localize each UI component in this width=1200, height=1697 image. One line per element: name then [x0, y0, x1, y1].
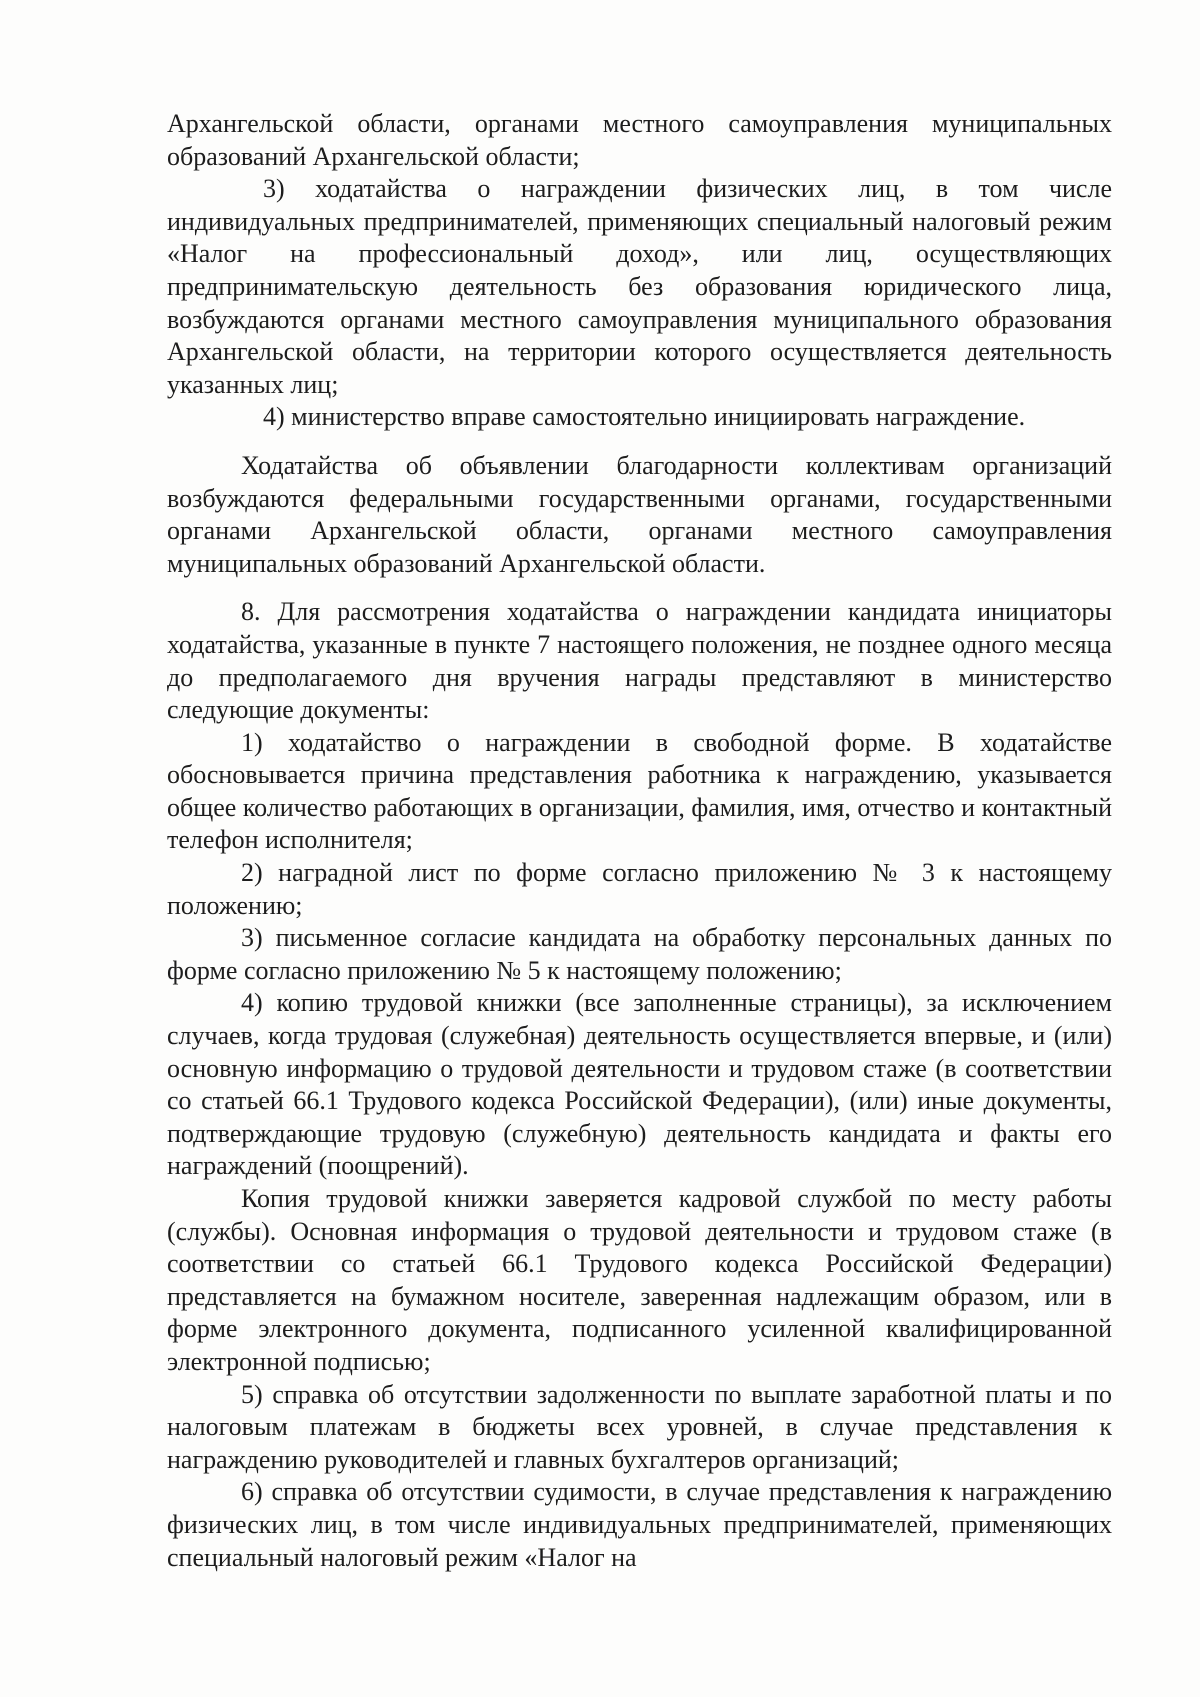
paragraph-section-8: 8. Для рассмотрения ходатайства о награждении кандидата инициаторы ходатайства, указанные в пункте 7 настоящего положения, не позднее одного месяца до предполагаемого дня вручения награды представляют в министерство следующие документы:: [167, 597, 1112, 725]
document-text: [167, 108, 1112, 1574]
paragraph-doc-3: 3) письменное согласие кандидата на обработку персональных данных по форме согласно приложению № 5 к настоящему положению;: [167, 923, 1112, 985]
paragraph-item-3: 3) ходатайства о награждении физических лиц, в том числе индивидуальных предпринимателей, применяющих специальный налоговый режим «Налог на профессиональный доход», или лиц, осуществляющих предпринимательскую деятельность без образования юридического лица, возбуждаются органами местного самоуправления муниципального образования Архангельской области, на территории которого осуществляется деятельность указанных лиц;: [167, 174, 1112, 399]
paragraph-doc-1: 1) ходатайство о награждении в свободной форме. В ходатайстве обосновывается причина представления работника к награждению, указывается общее количество работающих в организации, фамилия, имя, отчество и контактный телефон исполнителя;: [167, 727, 1112, 855]
paragraph-doc-2: 2) наградной лист по форме согласно приложению № 3 к настоящему положению;: [167, 858, 1112, 920]
paragraph-doc-4: 4) копию трудовой книжки (все заполненные страницы), за исключением случаев, когда трудовая (служебная) деятельность осуществляется впервые, и (или) основную информацию о трудовой деятельности и трудовом стаже (в соответствии со статьей 66.1 Трудового кодекса Российской Федерации), (или) иные документы, подтверждающие трудовую (служебную) деятельность кандидата и факты его награждений (поощрений).: [167, 988, 1112, 1181]
paragraph-gratitude-petitions: Ходатайства об объявлении благодарности коллективам организаций возбуждаются федеральными государственными органами, государственными органами Архангельской области, органами местного самоуправления муниципальных образований Архангельской области.: [167, 450, 1112, 578]
paragraph-continuation: Архангельской области, органами местного самоуправления муниципальных образований Архангельской области;: [167, 109, 1112, 171]
paragraph-doc-5: 5) справка об отсутствии задолженности по выплате заработной платы и по налоговым платежам в бюджеты всех уровней, в случае представления к награждению руководителей и главных бухгалтеров организаций;: [167, 1379, 1112, 1474]
paragraph-item-4: 4) министерство вправе самостоятельно инициировать награждение.: [263, 402, 1026, 432]
paragraph-doc-6: 6) справка об отсутствии судимости, в случае представления к награждению физических лиц, в том числе индивидуальных предпринимателей, применяющих специальный налоговый режим «Налог на: [167, 1477, 1112, 1572]
paragraph-copy-certification: Копия трудовой книжки заверяется кадровой службой по месту работы (службы). Основная информация о трудовой деятельности и трудовом стаже (в соответствии со статьей 66.1 Трудового кодекса Российской Федерации) представляется на бумажном носителе, заверенная надлежащим образом, или в форме электронного документа, подписанного усиленной квалифицированной электронной подписью;: [167, 1184, 1112, 1376]
